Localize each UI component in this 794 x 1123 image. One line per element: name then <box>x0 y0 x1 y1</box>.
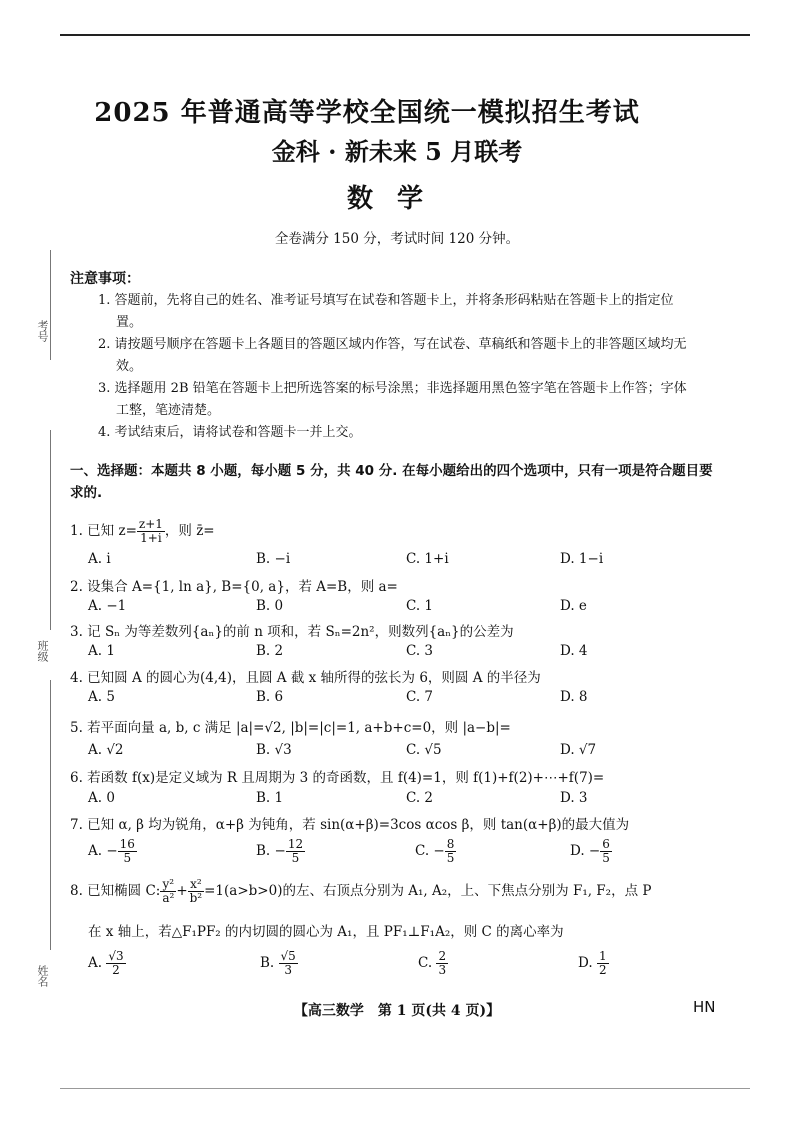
note-item: 3. 选择题用 2B 铅笔在答题卡上把所选答案的标号涂黑；非选择题用黑色签字笔在答题卡上作答；字体工整，笔迹清楚。 <box>98 381 687 418</box>
margin-line <box>50 430 51 630</box>
option: C. 1+i <box>406 551 449 567</box>
option <box>415 838 456 865</box>
option: A. √2 <box>88 742 124 758</box>
option-prefix: B. <box>260 955 279 971</box>
options-1 <box>70 551 760 571</box>
section-heading: 一、选择题：本题共 8 小题，每小题 5 分，共 40 分. 在每小题给出的四个选项中，只有一项是符合题目要求的. <box>70 463 713 501</box>
question-stem: 1. 已知 z= <box>70 523 137 539</box>
fraction <box>137 518 165 545</box>
option: D. √7 <box>560 742 597 758</box>
fraction <box>286 838 305 865</box>
numerator: √3 <box>108 949 124 963</box>
options-4 <box>70 689 760 709</box>
options-6 <box>70 790 760 810</box>
page-footer: 【高三数学 第 1 页(共 4 页)】 <box>293 1003 501 1019</box>
question-2: 2. 设集合 A={1, ln a}, B={0, a}，若 A=B，则 a= <box>70 579 398 595</box>
question-stem: ，则 z̄= <box>164 523 215 539</box>
option <box>578 950 609 977</box>
options-3 <box>70 643 760 663</box>
notes-title: 注意事项： <box>70 271 140 287</box>
question-stem: 8. 已知椭圆 C: <box>70 883 161 899</box>
numerator: 2 <box>438 949 447 963</box>
option: D. 8 <box>560 689 588 705</box>
question-stem: =1(a>b>0)的左、右顶点分别为 A₁, A₂，上、下焦点分别为 F₁, F₂，点 P <box>204 883 652 899</box>
fraction <box>118 838 137 865</box>
option-prefix: C. <box>418 955 437 971</box>
note-item: 2. 请按题号顺序在答题卡上各题目的答题区域内作答，写在试卷、草稿纸和答题卡上的非答题区域均无效。 <box>98 337 687 374</box>
denominator: 5 <box>446 851 455 865</box>
option: A. 5 <box>88 689 115 705</box>
margin-line <box>50 680 51 950</box>
fraction <box>600 838 612 865</box>
denominator: 2 <box>112 963 120 977</box>
option: D. e <box>560 598 587 614</box>
numerator: x² <box>188 878 205 892</box>
option: B. 2 <box>256 643 284 659</box>
fraction <box>188 878 205 905</box>
question-4: 4. 已知圆 A 的圆心为(4,4)，且圆 A 截 x 轴所得的弦长为 6，则圆 A 的半径为 <box>70 670 541 686</box>
denominator: 3 <box>284 963 292 977</box>
denominator: b² <box>189 891 203 905</box>
option-prefix: D. − <box>570 843 601 859</box>
fraction <box>279 950 298 977</box>
margin-line <box>50 250 51 360</box>
fraction <box>106 950 125 977</box>
note-item: 4. 考试结束后，请将试卷和答题卡一并上交。 <box>98 425 362 440</box>
option: B. √3 <box>256 742 292 758</box>
note-item: 1. 答题前，先将自己的姓名、准考证号填写在试卷和答题卡上，并将条形码粘贴在答题卡上的指定位置。 <box>98 293 674 330</box>
numerator: 12 <box>287 837 304 851</box>
top-rule <box>60 34 750 36</box>
option: C. 7 <box>406 689 434 705</box>
option <box>256 838 305 865</box>
question-8 <box>70 878 760 905</box>
fraction <box>436 950 448 977</box>
option <box>570 838 612 865</box>
option: C. √5 <box>406 742 442 758</box>
option-prefix: A. <box>88 955 107 971</box>
fraction <box>445 838 457 865</box>
exam-title: 2025 年普通高等学校全国统一模拟招生考试 <box>94 98 640 128</box>
numerator: z+1 <box>138 517 163 531</box>
numerator: √5 <box>280 949 296 963</box>
options-8 <box>70 950 760 984</box>
options-2 <box>70 598 760 618</box>
numerator: 1 <box>598 949 607 963</box>
option: D. 3 <box>560 790 588 806</box>
subject-title: 数学 <box>346 184 447 214</box>
option: C. 3 <box>406 643 434 659</box>
fraction <box>597 950 609 977</box>
denominator: 1+i <box>140 531 162 545</box>
option-prefix: C. − <box>415 843 445 859</box>
denominator: 5 <box>123 851 132 865</box>
option: B. 6 <box>256 689 284 705</box>
option: A. 0 <box>88 790 115 806</box>
numerator: y² <box>160 878 176 892</box>
option: D. 1−i <box>560 551 604 567</box>
options-5 <box>70 742 760 762</box>
numerator: 8 <box>446 837 455 851</box>
options-7 <box>70 838 760 872</box>
notes-list <box>98 290 698 444</box>
operator: + <box>176 883 188 899</box>
option: D. 4 <box>560 643 588 659</box>
option: B. 1 <box>256 790 284 806</box>
option-prefix: B. − <box>256 843 286 859</box>
margin-mark-exam-number: 考号 <box>36 320 49 342</box>
numerator: 6 <box>602 837 610 851</box>
option: C. 2 <box>406 790 434 806</box>
option <box>418 950 448 977</box>
question-1 <box>70 518 760 545</box>
question-5: 5. 若平面向量 a, b, c 满足 |a|=√2, |b|=|c|=1, a+b+c=0，则 |a−b|= <box>70 720 511 736</box>
question-7: 7. 已知 α, β 均为锐角，α+β 为钝角，若 sin(α+β)=3cos αcos β，则 tan(α+β)的最大值为 <box>70 817 630 833</box>
margin-mark-class: 班级 <box>36 640 49 662</box>
option <box>260 950 298 977</box>
denominator: 2 <box>598 963 607 977</box>
option: A. i <box>88 551 111 567</box>
option-prefix: A. − <box>88 843 118 859</box>
exam-subtitle: 金科 · 新未来 5 月联考 <box>271 137 523 166</box>
option <box>88 950 126 977</box>
score-time-line: 全卷满分 150 分，考试时间 120 分钟。 <box>274 231 520 247</box>
denominator: 3 <box>438 963 447 977</box>
option-prefix: D. <box>578 955 597 971</box>
option: B. 0 <box>256 598 284 614</box>
bottom-rule <box>60 1088 750 1089</box>
denominator: 5 <box>602 851 610 865</box>
margin-mark-name: 姓名 <box>36 965 49 987</box>
denominator: 5 <box>291 851 300 865</box>
option <box>88 838 137 865</box>
option: C. 1 <box>406 598 434 614</box>
numerator: 16 <box>119 837 135 851</box>
option: A. −1 <box>88 598 127 614</box>
denominator: a² <box>162 891 175 905</box>
option: B. −i <box>256 551 291 567</box>
question-6: 6. 若函数 f(x)是定义域为 R 且周期为 3 的奇函数，且 f(4)=1，则 f(1)+f(2)+⋯+f(7)= <box>70 770 605 786</box>
fraction <box>160 878 176 905</box>
question-8-continued: 在 x 轴上，若△F₁PF₂ 的内切圆的圆心为 A₁，且 PF₁⊥F₁A₂，则 C 的离心率为 <box>88 924 564 940</box>
question-3: 3. 记 Sₙ 为等差数列{aₙ}的前 n 项和，若 Sₙ=2n²，则数列{aₙ}的公差为 <box>70 624 514 640</box>
option: A. 1 <box>88 643 115 659</box>
region-code: HN <box>693 998 716 1016</box>
